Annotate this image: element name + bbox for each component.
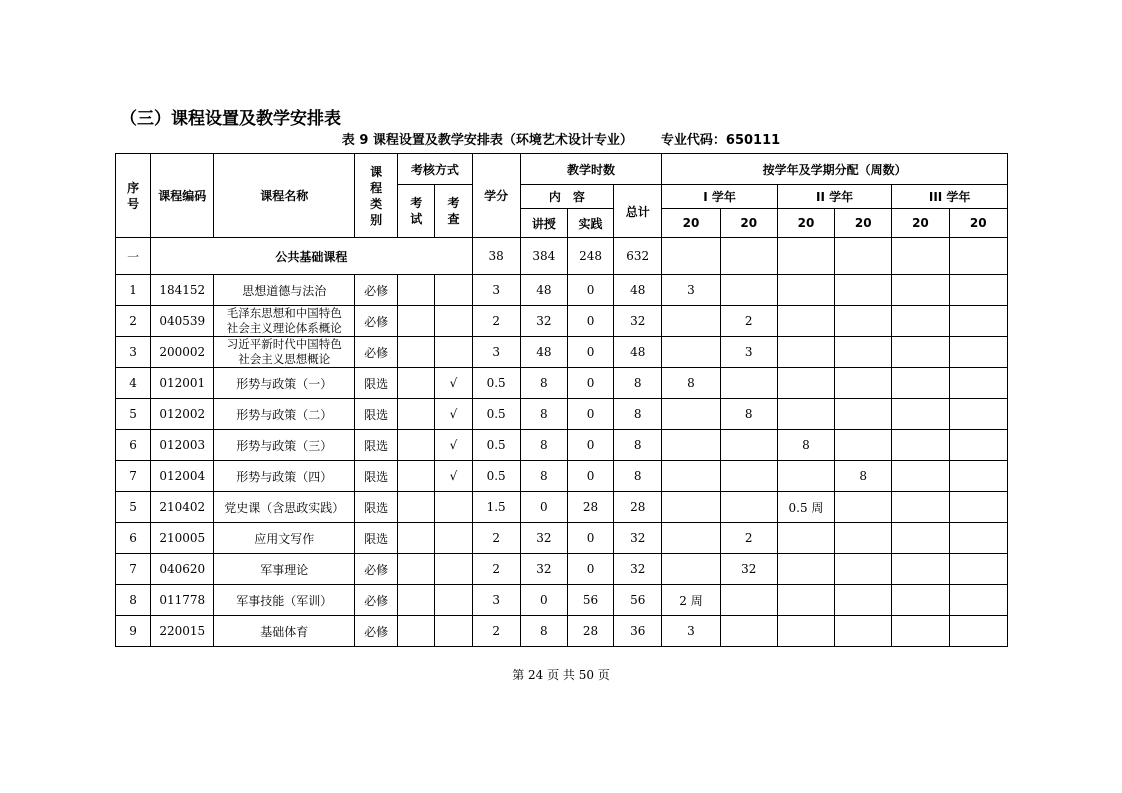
header-content: 内 容 bbox=[520, 185, 613, 209]
cell-name: 形势与政策（二） bbox=[214, 399, 355, 430]
header-week-5: 20 bbox=[892, 209, 949, 238]
header-dist: 按学年及学期分配（周数） bbox=[662, 154, 1008, 185]
header-assess: 考核方式 bbox=[398, 154, 472, 185]
cell-semester-6 bbox=[949, 461, 1007, 492]
cell-semester-4 bbox=[835, 492, 892, 523]
header-practice: 实践 bbox=[567, 209, 613, 238]
cell-semester-3 bbox=[777, 399, 834, 430]
table-row bbox=[116, 554, 1008, 585]
cell-seq: 7 bbox=[116, 554, 151, 585]
cell-code: 210402 bbox=[151, 492, 214, 523]
header-year2: II 学年 bbox=[777, 185, 891, 209]
cell-check: √ bbox=[435, 368, 472, 399]
category-row bbox=[116, 238, 1008, 275]
cell-check bbox=[435, 585, 472, 616]
header-week-6: 20 bbox=[949, 209, 1007, 238]
cell-total: 48 bbox=[614, 275, 662, 306]
table-row bbox=[116, 492, 1008, 523]
cell-semester-1 bbox=[662, 461, 720, 492]
cell-credit: 0.5 bbox=[472, 368, 520, 399]
cell-code: 040539 bbox=[151, 306, 214, 337]
header-code: 课程编码 bbox=[151, 154, 214, 238]
cell-semester-3: 0.5 周 bbox=[777, 492, 834, 523]
table-row bbox=[116, 430, 1008, 461]
cell-check: √ bbox=[435, 399, 472, 430]
category-s3 bbox=[777, 238, 834, 275]
cell-credit: 2 bbox=[472, 523, 520, 554]
cell-exam bbox=[398, 523, 435, 554]
header-name: 课程名称 bbox=[214, 154, 355, 238]
cell-practice: 0 bbox=[567, 275, 613, 306]
cell-semester-2 bbox=[720, 616, 777, 647]
cell-code: 184152 bbox=[151, 275, 214, 306]
category-total: 632 bbox=[614, 238, 662, 275]
header-check: 考 查 bbox=[435, 185, 472, 238]
cell-semester-4 bbox=[835, 275, 892, 306]
cell-credit: 0.5 bbox=[472, 461, 520, 492]
cell-code: 012004 bbox=[151, 461, 214, 492]
cell-practice: 0 bbox=[567, 554, 613, 585]
cell-lecture: 32 bbox=[520, 554, 567, 585]
cell-type: 必修 bbox=[355, 585, 398, 616]
category-s5 bbox=[892, 238, 949, 275]
table-row bbox=[116, 461, 1008, 492]
cell-name: 军事技能（军训） bbox=[214, 585, 355, 616]
cell-seq: 2 bbox=[116, 306, 151, 337]
cell-practice: 0 bbox=[567, 430, 613, 461]
cell-semester-6 bbox=[949, 492, 1007, 523]
cell-total: 8 bbox=[614, 399, 662, 430]
header-seq-label: 序 号 bbox=[127, 180, 140, 211]
cell-check bbox=[435, 275, 472, 306]
cell-semester-1 bbox=[662, 306, 720, 337]
cell-lecture: 8 bbox=[520, 461, 567, 492]
cell-seq: 7 bbox=[116, 461, 151, 492]
cell-practice: 28 bbox=[567, 616, 613, 647]
category-lecture: 384 bbox=[520, 238, 567, 275]
cell-exam bbox=[398, 368, 435, 399]
header-exam: 考 试 bbox=[398, 185, 435, 238]
cell-semester-2 bbox=[720, 461, 777, 492]
cell-semester-4 bbox=[835, 616, 892, 647]
cell-practice: 0 bbox=[567, 399, 613, 430]
cell-code: 012001 bbox=[151, 368, 214, 399]
cell-lecture: 8 bbox=[520, 399, 567, 430]
cell-type: 必修 bbox=[355, 337, 398, 368]
cell-practice: 28 bbox=[567, 492, 613, 523]
cell-type: 限选 bbox=[355, 523, 398, 554]
cell-code: 220015 bbox=[151, 616, 214, 647]
cell-total: 32 bbox=[614, 554, 662, 585]
cell-seq: 4 bbox=[116, 368, 151, 399]
cell-exam bbox=[398, 461, 435, 492]
cell-total: 8 bbox=[614, 368, 662, 399]
cell-name-line-2: 社会主义思想概论 bbox=[238, 352, 331, 366]
cell-semester-2: 2 bbox=[720, 523, 777, 554]
cell-semester-6 bbox=[949, 616, 1007, 647]
table-row bbox=[116, 368, 1008, 399]
cell-type: 限选 bbox=[355, 430, 398, 461]
header-week-3: 20 bbox=[777, 209, 834, 238]
cell-type: 必修 bbox=[355, 275, 398, 306]
cell-semester-6 bbox=[949, 306, 1007, 337]
category-s1 bbox=[662, 238, 720, 275]
cell-name: 党史课（含思政实践） bbox=[214, 492, 355, 523]
cell-practice: 0 bbox=[567, 461, 613, 492]
cell-semester-2 bbox=[720, 430, 777, 461]
header-week-4: 20 bbox=[835, 209, 892, 238]
cell-practice: 0 bbox=[567, 306, 613, 337]
cell-exam bbox=[398, 616, 435, 647]
cell-semester-6 bbox=[949, 523, 1007, 554]
cell-semester-1 bbox=[662, 430, 720, 461]
category-credit: 38 bbox=[472, 238, 520, 275]
cell-practice: 0 bbox=[567, 337, 613, 368]
cell-semester-1 bbox=[662, 523, 720, 554]
table-header bbox=[116, 154, 1008, 238]
cell-semester-2: 32 bbox=[720, 554, 777, 585]
cell-semester-3 bbox=[777, 554, 834, 585]
cell-semester-4 bbox=[835, 430, 892, 461]
cell-semester-6 bbox=[949, 430, 1007, 461]
section-title: （三）课程设置及教学安排表 bbox=[120, 109, 341, 129]
cell-name: 形势与政策（四） bbox=[214, 461, 355, 492]
table-caption bbox=[0, 129, 1122, 148]
table-row bbox=[116, 585, 1008, 616]
cell-seq: 3 bbox=[116, 337, 151, 368]
cell-lecture: 32 bbox=[520, 306, 567, 337]
cell-semester-3: 8 bbox=[777, 430, 834, 461]
cell-semester-5 bbox=[892, 399, 949, 430]
cell-semester-1: 8 bbox=[662, 368, 720, 399]
table-caption-title: 表 9 课程设置及教学安排表（环境艺术设计专业） bbox=[341, 133, 633, 148]
cell-credit: 2 bbox=[472, 616, 520, 647]
cell-semester-3 bbox=[777, 275, 834, 306]
cell-total: 36 bbox=[614, 616, 662, 647]
cell-practice: 0 bbox=[567, 368, 613, 399]
cell-practice: 56 bbox=[567, 585, 613, 616]
cell-semester-2: 2 bbox=[720, 306, 777, 337]
cell-semester-1 bbox=[662, 492, 720, 523]
cell-semester-3 bbox=[777, 306, 834, 337]
cell-semester-4: 8 bbox=[835, 461, 892, 492]
cell-semester-1: 3 bbox=[662, 275, 720, 306]
cell-type: 限选 bbox=[355, 492, 398, 523]
cell-lecture: 48 bbox=[520, 275, 567, 306]
cell-code: 011778 bbox=[151, 585, 214, 616]
cell-exam bbox=[398, 275, 435, 306]
header-hours: 教学时数 bbox=[520, 154, 662, 185]
cell-exam bbox=[398, 337, 435, 368]
cell-semester-2: 8 bbox=[720, 399, 777, 430]
category-s2 bbox=[720, 238, 777, 275]
header-credit: 学分 bbox=[472, 154, 520, 238]
cell-name: 形势与政策（三） bbox=[214, 430, 355, 461]
cell-seq: 6 bbox=[116, 523, 151, 554]
cell-semester-2 bbox=[720, 585, 777, 616]
major-code: 专业代码：650111 bbox=[660, 133, 781, 148]
cell-total: 56 bbox=[614, 585, 662, 616]
cell-semester-5 bbox=[892, 275, 949, 306]
category-seq: 一 bbox=[116, 238, 151, 275]
cell-semester-6 bbox=[949, 337, 1007, 368]
cell-check bbox=[435, 554, 472, 585]
cell-semester-3 bbox=[777, 585, 834, 616]
cell-lecture: 48 bbox=[520, 337, 567, 368]
table-row bbox=[116, 399, 1008, 430]
cell-credit: 3 bbox=[472, 585, 520, 616]
cell-semester-4 bbox=[835, 399, 892, 430]
cell-type: 限选 bbox=[355, 368, 398, 399]
cell-name: 应用文写作 bbox=[214, 523, 355, 554]
cell-semester-3 bbox=[777, 523, 834, 554]
cell-semester-4 bbox=[835, 368, 892, 399]
cell-lecture: 32 bbox=[520, 523, 567, 554]
cell-type: 限选 bbox=[355, 461, 398, 492]
cell-name-line-1: 毛泽东思想和中国特色 bbox=[226, 306, 342, 320]
page-footer: 第 24 页 共 50 页 bbox=[512, 668, 610, 682]
cell-exam bbox=[398, 430, 435, 461]
cell-check bbox=[435, 306, 472, 337]
cell-exam bbox=[398, 585, 435, 616]
header-seq bbox=[116, 154, 151, 238]
cell-semester-1 bbox=[662, 337, 720, 368]
cell-code: 012002 bbox=[151, 399, 214, 430]
cell-semester-4 bbox=[835, 523, 892, 554]
cell-semester-4 bbox=[835, 585, 892, 616]
cell-name: 军事理论 bbox=[214, 554, 355, 585]
cell-seq: 8 bbox=[116, 585, 151, 616]
cell-semester-5 bbox=[892, 492, 949, 523]
cell-seq: 9 bbox=[116, 616, 151, 647]
cell-semester-3 bbox=[777, 368, 834, 399]
cell-semester-6 bbox=[949, 554, 1007, 585]
cell-semester-5 bbox=[892, 616, 949, 647]
cell-code: 040620 bbox=[151, 554, 214, 585]
category-practice: 248 bbox=[567, 238, 613, 275]
cell-semester-1: 2 周 bbox=[662, 585, 720, 616]
cell-check: √ bbox=[435, 430, 472, 461]
cell-semester-1 bbox=[662, 399, 720, 430]
cell-check bbox=[435, 337, 472, 368]
category-s6 bbox=[949, 238, 1007, 275]
header-year1: I 学年 bbox=[662, 185, 777, 209]
header-week-1: 20 bbox=[662, 209, 720, 238]
cell-exam bbox=[398, 554, 435, 585]
cell-exam bbox=[398, 492, 435, 523]
cell-semester-2 bbox=[720, 492, 777, 523]
cell-semester-3 bbox=[777, 337, 834, 368]
cell-semester-6 bbox=[949, 368, 1007, 399]
cell-name bbox=[214, 306, 355, 337]
cell-semester-3 bbox=[777, 461, 834, 492]
cell-credit: 3 bbox=[472, 337, 520, 368]
cell-semester-5 bbox=[892, 306, 949, 337]
cell-semester-2 bbox=[720, 368, 777, 399]
header-week-2: 20 bbox=[720, 209, 777, 238]
cell-semester-5 bbox=[892, 554, 949, 585]
cell-semester-5 bbox=[892, 430, 949, 461]
cell-name: 思想道德与法治 bbox=[214, 275, 355, 306]
cell-credit: 0.5 bbox=[472, 430, 520, 461]
cell-semester-5 bbox=[892, 461, 949, 492]
cell-semester-5 bbox=[892, 337, 949, 368]
cell-type: 必修 bbox=[355, 306, 398, 337]
cell-credit: 0.5 bbox=[472, 399, 520, 430]
cell-total: 32 bbox=[614, 523, 662, 554]
cell-credit: 1.5 bbox=[472, 492, 520, 523]
cell-semester-4 bbox=[835, 337, 892, 368]
cell-semester-2: 3 bbox=[720, 337, 777, 368]
cell-semester-5 bbox=[892, 523, 949, 554]
cell-credit: 2 bbox=[472, 306, 520, 337]
cell-name: 基础体育 bbox=[214, 616, 355, 647]
cell-semester-6 bbox=[949, 275, 1007, 306]
cell-seq: 1 bbox=[116, 275, 151, 306]
cell-code: 200002 bbox=[151, 337, 214, 368]
cell-semester-2 bbox=[720, 275, 777, 306]
table-row bbox=[116, 523, 1008, 554]
cell-lecture: 8 bbox=[520, 368, 567, 399]
cell-name: 形势与政策（一） bbox=[214, 368, 355, 399]
cell-lecture: 0 bbox=[520, 492, 567, 523]
cell-semester-5 bbox=[892, 585, 949, 616]
cell-type: 限选 bbox=[355, 399, 398, 430]
cell-seq: 5 bbox=[116, 399, 151, 430]
cell-check bbox=[435, 616, 472, 647]
cell-semester-4 bbox=[835, 554, 892, 585]
cell-exam bbox=[398, 399, 435, 430]
cell-practice: 0 bbox=[567, 523, 613, 554]
cell-total: 32 bbox=[614, 306, 662, 337]
header-total: 总计 bbox=[614, 185, 662, 238]
cell-seq: 5 bbox=[116, 492, 151, 523]
cell-semester-3 bbox=[777, 616, 834, 647]
cell-semester-6 bbox=[949, 399, 1007, 430]
cell-lecture: 8 bbox=[520, 430, 567, 461]
cell-total: 48 bbox=[614, 337, 662, 368]
cell-semester-4 bbox=[835, 306, 892, 337]
table-row bbox=[116, 275, 1008, 306]
category-name: 公共基础课程 bbox=[151, 238, 472, 275]
course-plan-table bbox=[115, 153, 1008, 647]
cell-check bbox=[435, 523, 472, 554]
table-row bbox=[116, 306, 1008, 337]
cell-total: 8 bbox=[614, 461, 662, 492]
cell-name-line-1: 习近平新时代中国特色 bbox=[226, 337, 342, 351]
cell-semester-1 bbox=[662, 554, 720, 585]
cell-seq: 6 bbox=[116, 430, 151, 461]
cell-exam bbox=[398, 306, 435, 337]
cell-lecture: 0 bbox=[520, 585, 567, 616]
cell-total: 28 bbox=[614, 492, 662, 523]
category-s4 bbox=[835, 238, 892, 275]
cell-semester-1: 3 bbox=[662, 616, 720, 647]
cell-code: 210005 bbox=[151, 523, 214, 554]
cell-name-line-2: 社会主义理论体系概论 bbox=[226, 321, 342, 335]
cell-credit: 3 bbox=[472, 275, 520, 306]
cell-credit: 2 bbox=[472, 554, 520, 585]
table-row bbox=[116, 337, 1008, 368]
cell-check bbox=[435, 492, 472, 523]
cell-total: 8 bbox=[614, 430, 662, 461]
table-body bbox=[116, 238, 1008, 647]
table-row bbox=[116, 616, 1008, 647]
cell-code: 012003 bbox=[151, 430, 214, 461]
cell-type: 必修 bbox=[355, 616, 398, 647]
cell-semester-6 bbox=[949, 585, 1007, 616]
cell-type: 必修 bbox=[355, 554, 398, 585]
cell-name bbox=[214, 337, 355, 368]
header-year3: III 学年 bbox=[892, 185, 1008, 209]
cell-lecture: 8 bbox=[520, 616, 567, 647]
header-lecture: 讲授 bbox=[520, 209, 567, 238]
cell-semester-5 bbox=[892, 368, 949, 399]
cell-check: √ bbox=[435, 461, 472, 492]
header-type: 课 程 类 别 bbox=[355, 154, 398, 238]
